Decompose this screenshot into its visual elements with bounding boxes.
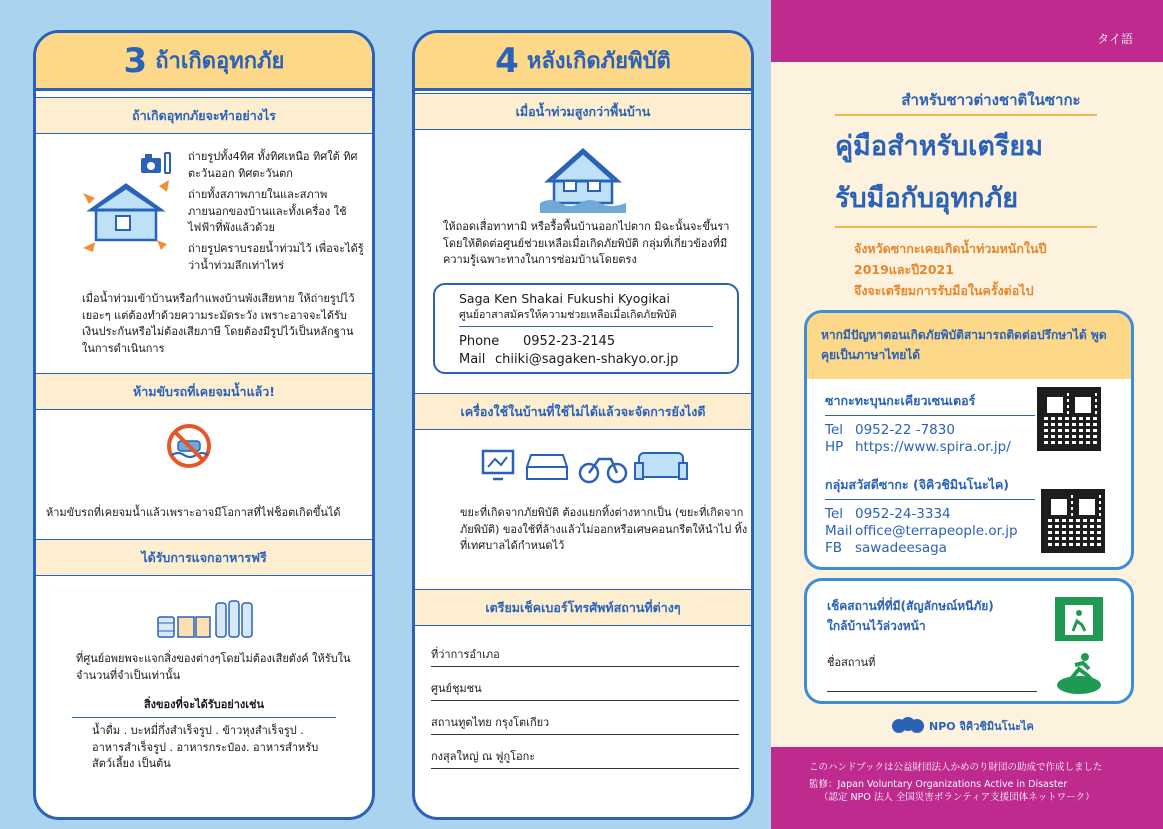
cover-title-line1: คู่มือสำหรับเตรียม	[835, 131, 1044, 162]
org-spira	[825, 391, 1035, 456]
phone-number[interactable]: 0952-23-2145	[523, 334, 616, 349]
cover-panel	[771, 0, 1163, 829]
footer-line: （認定 NPO 法人 全国災害ボランティア支援団体ネットワーク）	[819, 792, 1095, 803]
panel-after-flood	[33, 30, 375, 820]
canned-food-icon	[158, 617, 174, 637]
phone-entry-line[interactable]: สถานทูตไทย กรุงโตเกียว	[431, 713, 739, 735]
household-items-icon	[479, 445, 691, 489]
panel-header	[36, 33, 372, 91]
supplies-subheading: สิ่งของที่จะได้รับอย่างเช่น	[143, 698, 265, 711]
tatami-icon	[527, 455, 567, 479]
section-heading: เครื่องใช้ในบ้านที่ใช้ไม่ได้แล้วจะจัดการยังไงดี	[415, 393, 751, 430]
consultation-box	[804, 310, 1134, 570]
section-heading: ห้ามขับรถที่เคยจมน้ำแล้ว!	[36, 373, 372, 410]
panel-header	[415, 33, 751, 91]
npo-logo	[891, 716, 1034, 736]
site-name-line[interactable]	[827, 691, 1037, 692]
disaster-waste-text: ขยะที่เกิดจากภัยพิบัติ ต้องแยกทิ้งต่างหากเป็น (ขยะที่เกิดจากภัยพิบัติ) ของใช้ที่ล้างแล้วไม่ออกหรือเศษคอนกรีตให้นำไป ทิ้งที่เทศบาลได้กำหนดไว้	[460, 506, 748, 552]
npo-logo-icon	[891, 716, 925, 736]
no-flooded-car-icon	[166, 423, 212, 469]
bullet-four-directions: ถ่ายรูปทั้ง4ทิศ ทั้งทิศเหนือ ทิศใต้ ทิศตะวันออก ทิศตะวันตก	[188, 150, 358, 180]
section-heading: ถ้าเกิดอุทกภัยจะทำอย่างไร	[36, 97, 372, 134]
flooded-house-icon	[540, 145, 626, 213]
tv-icon	[483, 451, 513, 479]
facebook-link[interactable]: sawadeesaga	[855, 540, 947, 556]
site-name-label: ชื่อสถานที่	[827, 656, 876, 669]
divider	[835, 226, 1097, 228]
phone-icon	[165, 153, 170, 173]
bullet-inside-outside: ถ่ายทั้งสภาพภายในและสภาพ ภายนอกของบ้านและทั้งเครื่อง ใช้ไฟฟ้าที่พังแล้วด้วย	[188, 188, 347, 234]
panel-after-disaster	[412, 30, 754, 820]
section-heading: เมื่อน้ำท่วมสูงกว่าพื้นบ้าน	[415, 93, 751, 130]
language-label: タイ語	[1097, 32, 1133, 46]
cover-title-line2: รับมือกับอุทกภัย	[835, 183, 1019, 214]
evac-instruction: เช็คสถานที่ที่มี(สัญลักษณ์หนีภัย)	[827, 599, 994, 613]
food-supplies-icon	[156, 593, 256, 643]
mail-address[interactable]: chiiki@sagaken-shakyo.or.jp	[495, 352, 679, 367]
cover-footer	[771, 747, 1163, 829]
org-sawadee	[825, 475, 1035, 557]
divider	[835, 114, 1097, 116]
instant-noodle-icon	[178, 617, 210, 637]
mail-line: Mail chiiki@sagaken-shakyo.or.jp	[459, 352, 679, 367]
qr-code-icon[interactable]	[1041, 489, 1105, 553]
house-photo-illustration	[81, 148, 171, 258]
photo-advice-paragraph: เมื่อน้ำท่วมเข้าบ้านหรือกำแพงบ้านพังเสียหาย ให้ถ่ายรูปไว้เยอะๆ แต่ต้องทำด้วยความระมัดระวัง เพราะอาจจะได้รับเงินประกันหรือไม่ต้องเสียภาษี โดยต้องมีรูปไว้เป็นหลักฐานในการดำเนินการ	[82, 292, 355, 355]
phone-entry-line[interactable]: กงสุลใหญ่ ณ ฟูกูโอกะ	[431, 747, 739, 769]
fb-line: FB sawadeesaga	[825, 540, 947, 556]
section-heading: เตรียมเช็คเบอร์โทรศัพท์สถานที่ต่างๆ	[415, 589, 751, 626]
section-heading: ได้รับการแจกอาหารฟรี	[36, 539, 372, 576]
org-name: Saga Ken Shakai Fukushi Kyogikai	[459, 291, 670, 306]
evacuation-area-icon	[1055, 649, 1103, 695]
footer-line: このハンドブックは公益財団法人かめのり財団の助成で作成しました	[809, 762, 1103, 773]
phone-entry-line[interactable]: ที่ว่าการอำเภอ	[431, 645, 739, 667]
divider	[72, 717, 336, 718]
hp-line: HP https://www.spira.or.jp/	[825, 439, 1011, 455]
water-bottle-icon	[216, 601, 252, 637]
no-driving-text: ห้ามขับรถที่เคยจมน้ำแล้วเพราะอาจมีโอกาสที่ไฟช็อตเกิดขึ้นได้	[46, 506, 341, 519]
remove-tatami-text: ให้ถอดเสื่อทาทามิ หรือรื้อพื้นบ้านออกไปตาก มิฉะนั้นจะขึ้นรา โดยให้ติดต่อศูนย์ช่วยเหลือเมื่อเกิดภัยพิบัติ กลุ่มที่เกี่ยวข้องที่มีความรู้เฉพาะทางในการซ่อมบ้านโดยตรง	[443, 220, 730, 266]
supplies-list: น้ำดื่ม . บะหมี่กึ่งสำเร็จรูป . ข้าวหุงสำเร็จรูป . อาหารสำเร็จรูป . อาหารกระป๋อง. อาหารสำหรับสัตว์เลี้ยง เป็นต้น	[92, 724, 319, 770]
evac-instruction: ใกล้บ้านไว้ล่วงหน้า	[827, 619, 926, 633]
free-supplies-text: ที่ศูนย์อพยพจะแจกสิ่งของต่างๆโดยไม่ต้องเสียตังค์ ให้รับในจำนวนที่จำเป็นเท่านั้น	[76, 652, 351, 682]
cover-intro	[854, 238, 1047, 301]
tel-number[interactable]: 0952-24-3334	[855, 506, 951, 522]
panel-number: 3	[123, 40, 148, 81]
house-icon	[91, 185, 161, 240]
panel-number: 4	[495, 40, 519, 81]
bullet-water-mark: ถ่ายรูปคราบรอยน้ำท่วมไว้ เพื่อจะได้รู้ว่าน้ำท่วมลึกเท่าไหร่	[188, 242, 364, 272]
mail-line: Mail office@terrapeople.or.jp	[825, 523, 1018, 539]
phone-entry-line[interactable]: ศูนย์ชุมชน	[431, 679, 739, 701]
evacuation-shelter-icon	[1055, 597, 1103, 641]
npo-name: NPO จิคิวชิมินโนะไค	[929, 720, 1034, 733]
mail-address[interactable]: office@terrapeople.or.jp	[855, 523, 1018, 539]
intro-line: จังหวัดซากะเคยเกิดน้ำท่วมหนักในปี	[854, 241, 1047, 256]
panel-title: ถ้าเกิดอุทกภัย	[155, 49, 285, 74]
tel-line: Tel 0952-24-3334	[825, 506, 951, 522]
consultation-heading: หากมีปัญหาตอนเกิดภัยพิบัติสามารถติดต่อปรึกษาได้ พูดคุยเป็นภาษาไทยได้	[807, 313, 1131, 379]
org-name: ซากะทะบุนกะเคียวเซนเตอร์	[825, 391, 1035, 416]
panel-title: หลังเกิดภัยพิบัติ	[526, 49, 671, 74]
intro-line: 2019และปี2021	[854, 262, 954, 277]
org-subtitle: ศูนย์อาสาสมัครให้ความช่วยเหลือเมื่อเกิดภัยพิบัติ	[459, 306, 713, 327]
org-name: กลุ่มสวัสดีซากะ (จิคิวชิมินโนะไค)	[825, 475, 1035, 500]
sofa-icon	[635, 453, 687, 479]
qr-code-icon[interactable]	[1037, 387, 1101, 451]
phone-line: Phone 0952-23-2145	[459, 334, 616, 349]
volunteer-center-contact	[433, 283, 739, 374]
cover-top-bar	[771, 0, 1163, 62]
cover-subtitle: สำหรับชาวต่างชาติในซากะ	[901, 91, 1081, 109]
homepage-link[interactable]: https://www.spira.or.jp/	[855, 439, 1011, 455]
footer-line: 監修：Japan Voluntary Organizations Active in Disaster	[809, 779, 1068, 790]
bicycle-icon	[580, 459, 626, 482]
tel-number[interactable]: 0952-22 -7830	[855, 422, 955, 438]
camera-icon	[141, 154, 161, 173]
evacuation-site-box	[804, 578, 1134, 704]
intro-line: จึงจะเตรียมการรับมือในครั้งต่อไป	[854, 283, 1034, 298]
tel-line: Tel 0952-22 -7830	[825, 422, 955, 438]
